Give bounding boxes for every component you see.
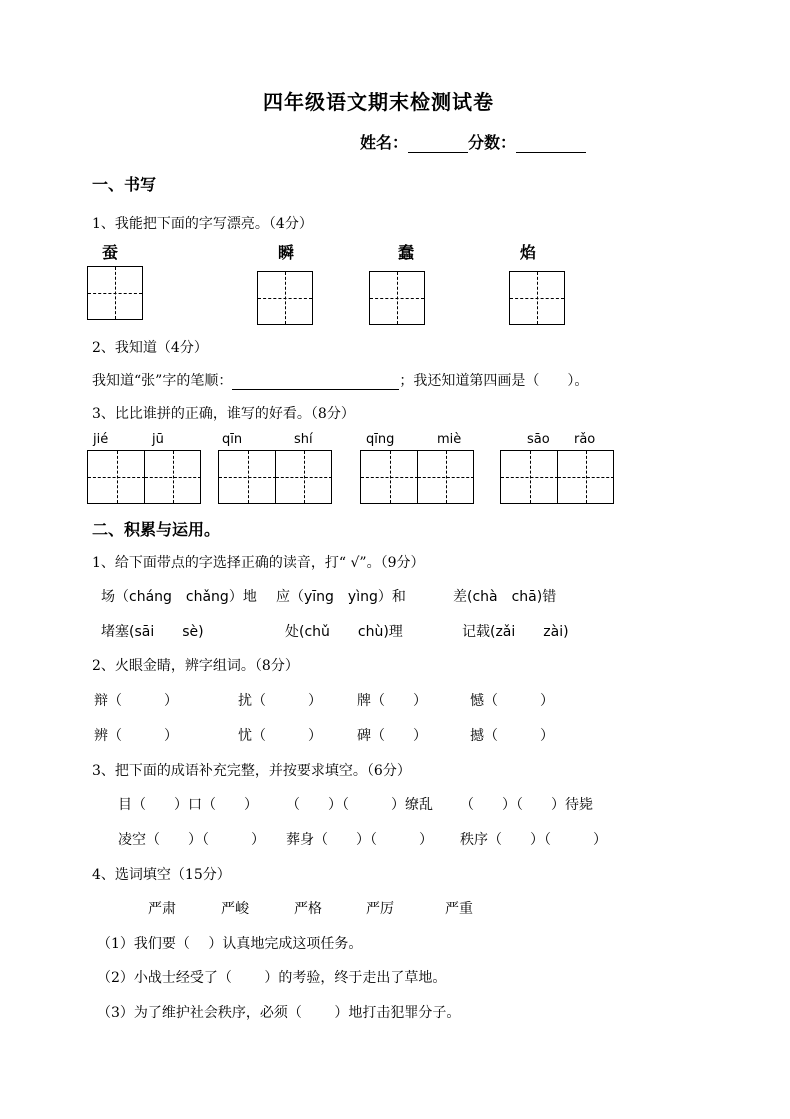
word-choice: 严重 xyxy=(445,901,473,917)
word-choice: 严肃 xyxy=(148,901,176,917)
reading-option[interactable]: 堵塞(sāi sè) xyxy=(101,624,204,640)
stroke-order-line: 我知道“张”字的笔顺： ；我还知道第四画是（ ）。 xyxy=(92,373,589,389)
char-label: 焰 xyxy=(520,243,537,262)
question-prompt: 3、把下面的成语补充完整，并按要求填空。（6分） xyxy=(92,763,411,779)
pinyin-label: jū xyxy=(152,432,164,447)
question-prompt: 2、我知道（4分） xyxy=(92,340,208,356)
pinyin-label: miè xyxy=(437,432,462,447)
section-heading: 二、积累与运用。 xyxy=(92,520,221,539)
idiom-blank[interactable]: 秩序（ ）（ ） xyxy=(460,832,607,848)
writing-grid[interactable] xyxy=(257,271,313,325)
idiom-blank[interactable]: 葬身（ ）（ ） xyxy=(286,832,433,848)
question-prompt: 1、给下面带点的字选择正确的读音，打“ √”。（9分） xyxy=(92,555,425,571)
pinyin-label: shí xyxy=(294,432,313,447)
char-label: 瞬 xyxy=(278,243,295,262)
word-choice: 严峻 xyxy=(221,901,249,917)
question-prompt: 1、我能把下面的字写漂亮。（4分） xyxy=(92,216,313,232)
pinyin-label: qīn xyxy=(222,432,243,447)
idiom-blank[interactable]: （ ）（ ）待毙 xyxy=(460,797,593,813)
reading-option[interactable]: 场（cháng chǎng）地 xyxy=(101,589,257,605)
pinyin-label: qīng xyxy=(366,432,395,447)
reading-option[interactable]: 记载(zǎi zài) xyxy=(462,624,569,640)
writing-grid[interactable] xyxy=(509,271,565,325)
pinyin-label: sāo xyxy=(527,432,550,447)
fill-sentence[interactable]: （1）我们要（ ）认真地完成这项任务。 xyxy=(97,936,363,952)
pinyin-writing-grid[interactable] xyxy=(360,450,474,504)
section-heading: 一、书写 xyxy=(92,175,157,194)
reading-option[interactable]: 差(chà chā)错 xyxy=(453,589,557,605)
pinyin-label: rǎo xyxy=(574,432,596,447)
fill-sentence[interactable]: （3）为了维护社会秩序，必须（ ）地打击犯罪分子。 xyxy=(97,1005,461,1021)
name-label: 姓名： xyxy=(360,133,409,152)
word-blank[interactable]: 撼（ ） xyxy=(470,728,554,744)
word-blank[interactable]: 忧（ ） xyxy=(238,728,322,744)
question-prompt: 3、比比谁拼的正确，谁写的好看。（8分） xyxy=(92,406,355,422)
question-prompt: 4、选词填空（15分） xyxy=(92,867,231,883)
fill-sentence[interactable]: （2）小战士经受了（ ）的考验，终于走出了草地。 xyxy=(97,970,447,986)
char-label: 蠢 xyxy=(398,243,415,262)
word-choice: 严格 xyxy=(294,901,322,917)
writing-grid[interactable] xyxy=(369,271,425,325)
pinyin-writing-grid[interactable] xyxy=(87,450,201,504)
idiom-blank[interactable]: （ ）（ ）缭乱 xyxy=(286,797,433,813)
word-blank[interactable]: 扰（ ） xyxy=(238,693,322,709)
word-blank[interactable]: 牌（ ） xyxy=(357,693,427,709)
char-label: 蚕 xyxy=(102,243,119,262)
word-blank[interactable]: 憾（ ） xyxy=(470,693,554,709)
word-blank[interactable]: 辩（ ） xyxy=(94,693,178,709)
name-field[interactable] xyxy=(408,152,468,153)
page-title: 四年级语文期末检测试卷 xyxy=(263,90,494,114)
idiom-blank[interactable]: 凌空（ ）（ ） xyxy=(118,832,265,848)
writing-grid[interactable] xyxy=(87,266,143,320)
word-blank[interactable]: 辨（ ） xyxy=(94,728,178,744)
reading-option[interactable]: 处(chǔ chù)理 xyxy=(285,624,403,640)
pinyin-writing-grid[interactable] xyxy=(500,450,614,504)
question-prompt: 2、火眼金睛，辨字组词。（8分） xyxy=(92,658,299,674)
word-blank[interactable]: 碑（ ） xyxy=(357,728,427,744)
idiom-blank[interactable]: 目（ ）口（ ） xyxy=(118,797,258,813)
pinyin-writing-grid[interactable] xyxy=(218,450,332,504)
pinyin-label: jié xyxy=(93,432,109,447)
score-label: 分数： xyxy=(468,133,517,152)
name-score-line xyxy=(360,130,586,153)
reading-option[interactable]: 应（yīng yìng）和 xyxy=(276,589,406,605)
stroke-order-field[interactable] xyxy=(232,389,399,390)
score-field[interactable] xyxy=(516,152,586,153)
word-choice: 严厉 xyxy=(366,901,394,917)
